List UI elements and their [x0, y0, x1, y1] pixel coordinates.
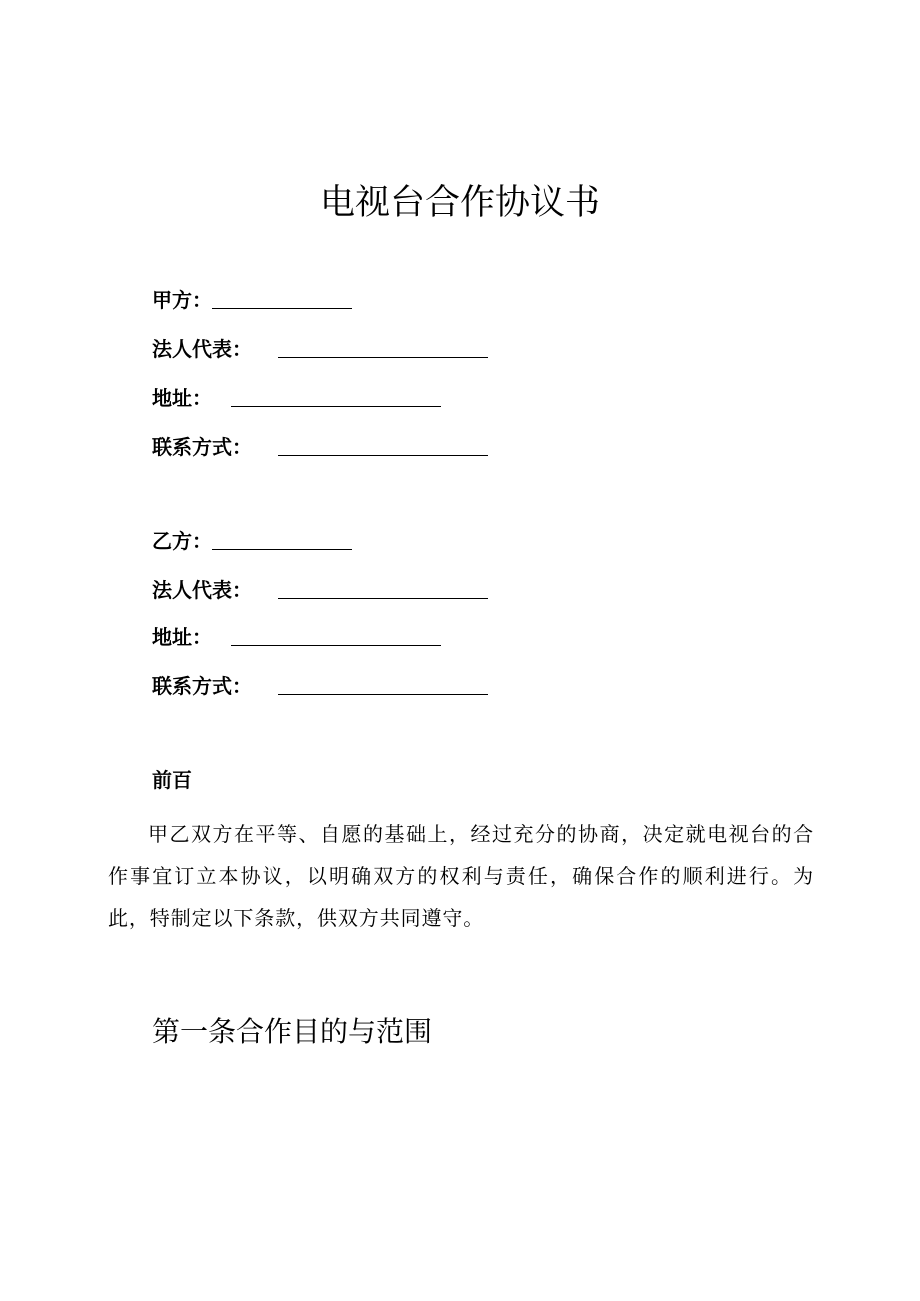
party-b-contact-blank[interactable]	[278, 693, 488, 695]
party-b-address-field	[152, 622, 441, 652]
party-b-contact-label: 联系方式：	[152, 674, 252, 698]
party-a-name-blank[interactable]	[212, 307, 352, 309]
party-b-rep-label: 法人代表：	[152, 578, 252, 602]
party-b-rep-blank[interactable]	[278, 597, 488, 599]
preface-heading: 前百	[152, 768, 192, 792]
party-b-name-label: 乙方：	[152, 529, 212, 553]
document-title: 电视台合作协议书	[319, 183, 600, 223]
party-a-contact-field	[152, 432, 488, 462]
party-b-address-blank[interactable]	[231, 644, 441, 646]
party-a-rep-label: 法人代表：	[152, 337, 252, 361]
party-b-rep-field	[152, 575, 488, 605]
party-a-address-label: 地址：	[152, 386, 212, 410]
party-a-contact-blank[interactable]	[278, 454, 488, 456]
article-1-heading: 第一条合作目的与范围	[152, 1015, 433, 1048]
party-b-name-field	[152, 526, 352, 556]
party-a-address-field	[152, 383, 441, 413]
party-a-rep-blank[interactable]	[278, 356, 488, 358]
party-b-address-label: 地址：	[152, 625, 212, 649]
party-b-contact-field	[152, 671, 488, 701]
party-a-name-field	[152, 285, 352, 315]
party-a-contact-label: 联系方式：	[152, 435, 252, 459]
party-a-name-label: 甲方：	[152, 288, 212, 312]
party-a-address-blank[interactable]	[231, 405, 441, 407]
party-a-rep-field	[152, 334, 488, 364]
preface-paragraph: 甲乙双方在平等、自愿的基础上，经过充分的协商，决定就电视台的合作事宜订立本协议，以明确双方的权利与责任，确保合作的顺利进行。为此，特制定以下条款，供双方共同遵守。	[108, 822, 814, 930]
party-b-name-blank[interactable]	[212, 548, 352, 550]
